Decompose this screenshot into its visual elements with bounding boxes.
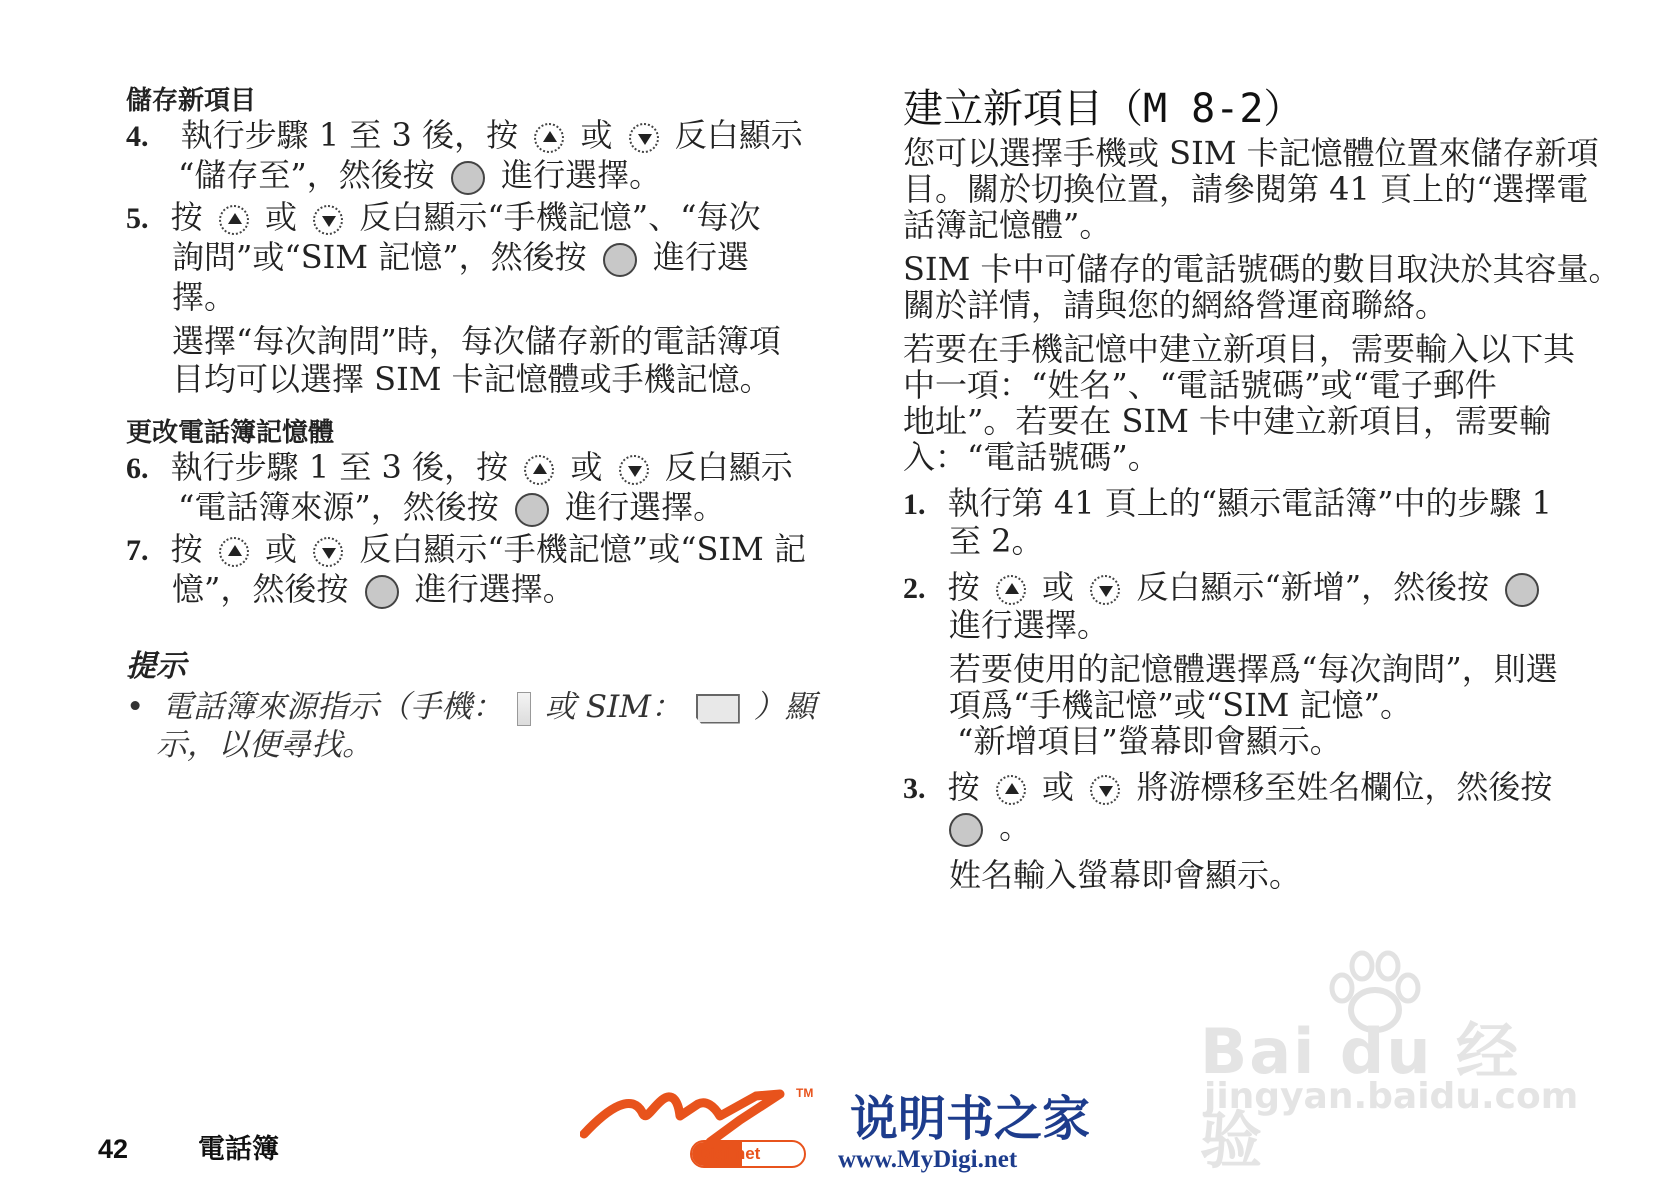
nav-down-icon	[313, 537, 343, 567]
create-info-line-2: 中一項：“姓名”、“電話號碼”或“電子郵件	[903, 366, 1497, 404]
tip-bullet: •	[126, 689, 145, 725]
step-5-line-2	[172, 238, 749, 277]
nav-up-icon	[534, 123, 564, 153]
r-step-2-text-c: 反白顯示“新增”，然後按	[1136, 568, 1490, 606]
r-step-2-line-2: 進行選擇。	[949, 606, 1110, 644]
r-step-3-text-c: 將游標移至姓名欄位，然後按	[1136, 768, 1553, 806]
tip-line-2: 示，以便尋找。	[156, 727, 373, 763]
baidu-wordmark: Bai du 经验	[1200, 1015, 1521, 1177]
step-4-text-d: “儲存至”，然後按	[178, 156, 435, 194]
step-7-text-or: 或	[265, 530, 298, 568]
step-5-text-c: 反白顯示“手機記憶”、“每次	[359, 198, 761, 236]
step-5-note-line-1: 選擇“每次詢問”時，每次儲存新的電話簿項	[172, 322, 781, 360]
step-5-number: 5.	[126, 202, 149, 235]
create-info-line-1: 若要在手機記憶中建立新項目，需要輸入以下其	[903, 330, 1576, 368]
r-step-2-text-a: 按	[947, 568, 980, 606]
tip-text-a: 電話簿來源指示（手機：	[162, 689, 504, 725]
nav-down-icon	[1090, 575, 1120, 605]
r-step-3-line-2	[943, 808, 1031, 847]
section-name: 電話簿	[198, 1134, 279, 1164]
tip-text-c: ）顯	[753, 689, 816, 725]
heading-save-new-entry: 儲存新項目	[126, 86, 257, 116]
intro-line-2: 目。關於切換位置，請參閱第 41 頁上的“選擇電	[903, 170, 1589, 208]
step-7-number: 7.	[126, 534, 149, 567]
heading-change-memory: 更改電話簿記憶體	[126, 418, 335, 448]
r-step-3-number: 3.	[903, 772, 926, 805]
my-script-icon	[580, 1086, 800, 1142]
step-6-line-2	[178, 488, 725, 527]
step-4-text-or: 或	[580, 116, 613, 154]
site-name-cn: 说明书之家	[850, 1091, 1091, 1147]
step-5-note-line-2: 目均可以選擇 SIM 卡記憶體或手機記憶。	[172, 360, 772, 398]
step-4-text-a: 執行步驟 1 至 3 後，按	[180, 116, 519, 154]
nav-down-icon	[1090, 775, 1120, 805]
sim-capacity-line-1: SIM 卡中可儲存的電話號碼的數目取決於其容量。	[903, 250, 1621, 288]
nav-up-icon	[996, 775, 1026, 805]
step-7-text-c: 反白顯示“手機記憶”或“SIM 記	[359, 530, 806, 568]
select-button-icon	[515, 493, 549, 527]
nav-down-icon	[619, 455, 649, 485]
nav-down-icon	[313, 205, 343, 235]
step-6-text-d: “電話簿來源”，然後按	[178, 488, 499, 526]
select-button-icon	[365, 575, 399, 609]
nav-down-icon	[629, 123, 659, 153]
step-7-line-1	[126, 530, 806, 570]
step-4-line-1	[126, 116, 803, 156]
r-step-3-line-1	[903, 768, 1552, 808]
trademark: TM	[796, 1086, 814, 1100]
select-button-icon	[949, 813, 983, 847]
step-5-line-3: 擇。	[172, 278, 237, 316]
step-6-text-or: 或	[570, 448, 603, 486]
select-button-icon	[1505, 573, 1539, 607]
step-6-text-a: 執行步驟 1 至 3 後，按	[170, 448, 509, 486]
r-step-2-note-line-3: “新增項目”螢幕即會顯示。	[957, 722, 1342, 760]
step-5-text-a: 按	[170, 198, 203, 236]
create-info-line-4: 入：“電話號碼”。	[903, 438, 1160, 476]
step-4-number: 4.	[126, 120, 149, 153]
r-step-1-number: 1.	[903, 488, 926, 521]
intro-line-3: 話簿記憶體”。	[903, 206, 1112, 244]
r-step-3-text-a: 按	[947, 768, 980, 806]
step-7-text-a: 按	[170, 530, 203, 568]
section-title: 建立新項目（M 8-2）	[903, 86, 1304, 132]
step-6-line-1	[126, 448, 793, 488]
r-step-2-note-line-1: 若要使用的記憶體選擇爲“每次詢問”，則選	[949, 650, 1558, 688]
r-step-2-text-or: 或	[1042, 568, 1075, 606]
nav-up-icon	[524, 455, 554, 485]
nav-up-icon	[219, 205, 249, 235]
r-step-1-text-a: 執行第 41 頁上的“顯示電話簿”中的步驟 1	[947, 484, 1552, 522]
create-info-line-3: 地址”。若要在 SIM 卡中建立新項目，需要輸	[903, 402, 1552, 440]
digi-badge-text: Digi.net	[698, 1144, 761, 1163]
sim-card-icon	[696, 694, 740, 724]
step-4-line-2	[178, 156, 661, 195]
step-5-text-d: 詢問”或“SIM 記憶”，然後按	[172, 238, 587, 276]
step-7-text-e: 進行選擇。	[414, 570, 575, 608]
tip-line-1	[126, 688, 816, 726]
r-step-2-line-1	[903, 568, 1545, 608]
step-5-text-or: 或	[265, 198, 298, 236]
page-number: 42	[98, 1134, 129, 1164]
step-4-text-c: 反白顯示	[674, 116, 803, 154]
step-6-text-e: 進行選擇。	[565, 488, 726, 526]
step-5-line-1	[126, 198, 760, 238]
r-step-1-line-1	[903, 484, 1552, 524]
r-step-1-line-2: 至 2。	[949, 522, 1044, 560]
r-step-2-note-line-2: 項爲“手機記憶”或“SIM 記憶”。	[949, 686, 1412, 724]
nav-up-icon	[996, 575, 1026, 605]
intro-line-1: 您可以選擇手機或 SIM 卡記憶體位置來儲存新項	[903, 134, 1599, 172]
baidu-url: jingyan.baidu.com	[1204, 1076, 1579, 1117]
tip-text-b: 或 SIM：	[544, 689, 682, 725]
tip-heading: 提示	[126, 649, 186, 684]
step-6-text-c: 反白顯示	[664, 448, 793, 486]
step-7-line-2	[172, 570, 575, 609]
mydigi-logo	[580, 1086, 820, 1186]
select-button-icon	[451, 161, 485, 195]
sim-capacity-line-2: 關於詳情，請與您的網絡營運商聯絡。	[903, 286, 1448, 324]
nav-up-icon	[219, 537, 249, 567]
step-4-text-e: 進行選擇。	[501, 156, 662, 194]
step-5-text-e: 進行選	[652, 238, 749, 276]
baidu-watermark	[1200, 950, 1580, 1177]
select-button-icon	[603, 243, 637, 277]
phone-memory-icon	[517, 692, 531, 726]
r-step-2-number: 2.	[903, 572, 926, 605]
digi-badge	[690, 1140, 806, 1168]
site-url: www.MyDigi.net	[838, 1146, 1018, 1173]
step-7-text-d: 憶”，然後按	[172, 570, 349, 608]
r-step-3-text-d: 。	[999, 808, 1032, 846]
r-step-3-note: 姓名輸入螢幕即會顯示。	[949, 856, 1302, 894]
r-step-3-text-or: 或	[1042, 768, 1075, 806]
step-6-number: 6.	[126, 452, 149, 485]
